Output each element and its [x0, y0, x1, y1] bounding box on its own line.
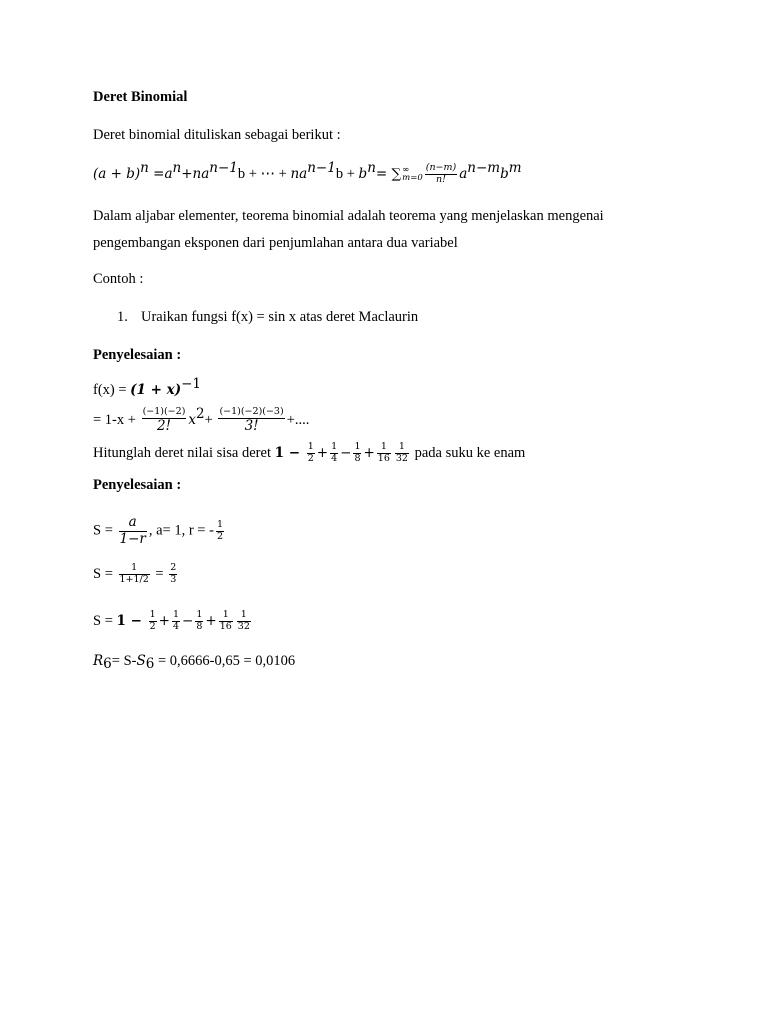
- s2-fraction: $\frac{1}{1+1/2}$: [119, 562, 149, 585]
- s2-result-fraction: $\frac{2}{3}$: [170, 562, 177, 585]
- intro-text: Deret binomial dituliskan sebagai berikut :: [93, 127, 341, 143]
- solution-label-2: Penyelesaian :: [93, 477, 182, 493]
- list-item: [117, 310, 418, 325]
- hitung-frac-2: $\frac{1}{4}$: [331, 441, 338, 464]
- paragraph-line-1: Dalam aljabar elementer, teorema binomial adalah teorema yang menjelaskan mengenai: [93, 208, 604, 224]
- s3-frac-1: $\frac{1}{2}$: [149, 609, 156, 632]
- sum-limits: ∞ m=0: [402, 164, 423, 184]
- s3-frac-2: $\frac{1}{4}$: [172, 609, 180, 632]
- hitung-line: Hitunglah deret nilai sisa deret 1 − $\frac{1}{2}$ + $\frac{1}{4}$ − $\frac{1}{8}$ + $\frac{1}{16}$ $\frac{1}{32}$ pada suku ke enam: [93, 441, 526, 464]
- s-line-3: S = 1 − $\frac{1}{2}$ + $\frac{1}{4}$ − $\frac{1}{8}$ + $\frac{1}{16}$ $\frac{1}{32}$: [93, 609, 250, 632]
- list-item-text: Uraikan fungsi f(x) = sin x atas deret Maclaurin: [141, 309, 419, 325]
- example-label: Contoh :: [93, 271, 144, 287]
- series-line: = 1-x + $\frac{(-1)(-2)}{2!}$ $x^2+$ $\frac{(-1)(-2)(-3)}{3!}$ +....: [93, 406, 310, 434]
- s3-frac-5: $\frac{1}{32}$: [237, 609, 250, 632]
- solution-label-1: Penyelesaian :: [93, 347, 182, 363]
- s3-frac-4: $\frac{1}{16}$: [219, 609, 232, 632]
- hitung-frac-4: $\frac{1}{16}$: [377, 441, 390, 464]
- paragraph-line-2: pengembangan eksponen dari penjumlahan antara dua variabel: [93, 235, 458, 251]
- hitung-frac-1: $\frac{1}{2}$: [307, 441, 314, 464]
- hitung-frac-3: $\frac{1}{8}$: [354, 441, 361, 464]
- s-line-2: S = $\frac{1}{1+1/2}$ = $\frac{2}{3}$: [93, 562, 177, 585]
- formula-lhs: (a + b): [93, 165, 141, 182]
- s-line-1: S = $\frac{a}{1-r}$ , a= 1, r = - $\frac{1}{2}$: [93, 514, 223, 547]
- s3-frac-3: $\frac{1}{8}$: [196, 609, 203, 632]
- series-fraction-2: $\frac{(-1)(-2)(-3)}{3!}$: [219, 406, 284, 434]
- series-fraction-1: $\frac{(-1)(-2)}{2!}$: [142, 406, 186, 434]
- s1-fraction: $\frac{a}{1-r}$: [119, 514, 146, 547]
- sum-symbol: ∑: [391, 165, 402, 182]
- hitung-frac-5: $\frac{1}{32}$: [395, 441, 408, 464]
- r-fraction: $\frac{1}{2}$: [216, 518, 223, 542]
- document-title: Deret Binomial: [93, 89, 188, 105]
- binomial-formula: $(a + b)^n =a^n+na^{n-1}b$ + ⋯ + $na^{n-1}b + b^n=$ ∑ ∞ m=0 $\frac{(n-m)}{n!}$ $a^{n-m}b^m$: [93, 159, 522, 185]
- r6-symbol: R: [93, 653, 104, 669]
- formula-fraction: $\frac{(n-m)}{n!}$: [425, 162, 457, 185]
- list-item-number: 1.: [117, 309, 128, 325]
- fx-line: $f(x) = (1 + x)^{-1}$: [93, 376, 202, 398]
- r6-line: $R_6= S-S_6 = 0,6666-0,65 = 0,0106$: [93, 653, 296, 672]
